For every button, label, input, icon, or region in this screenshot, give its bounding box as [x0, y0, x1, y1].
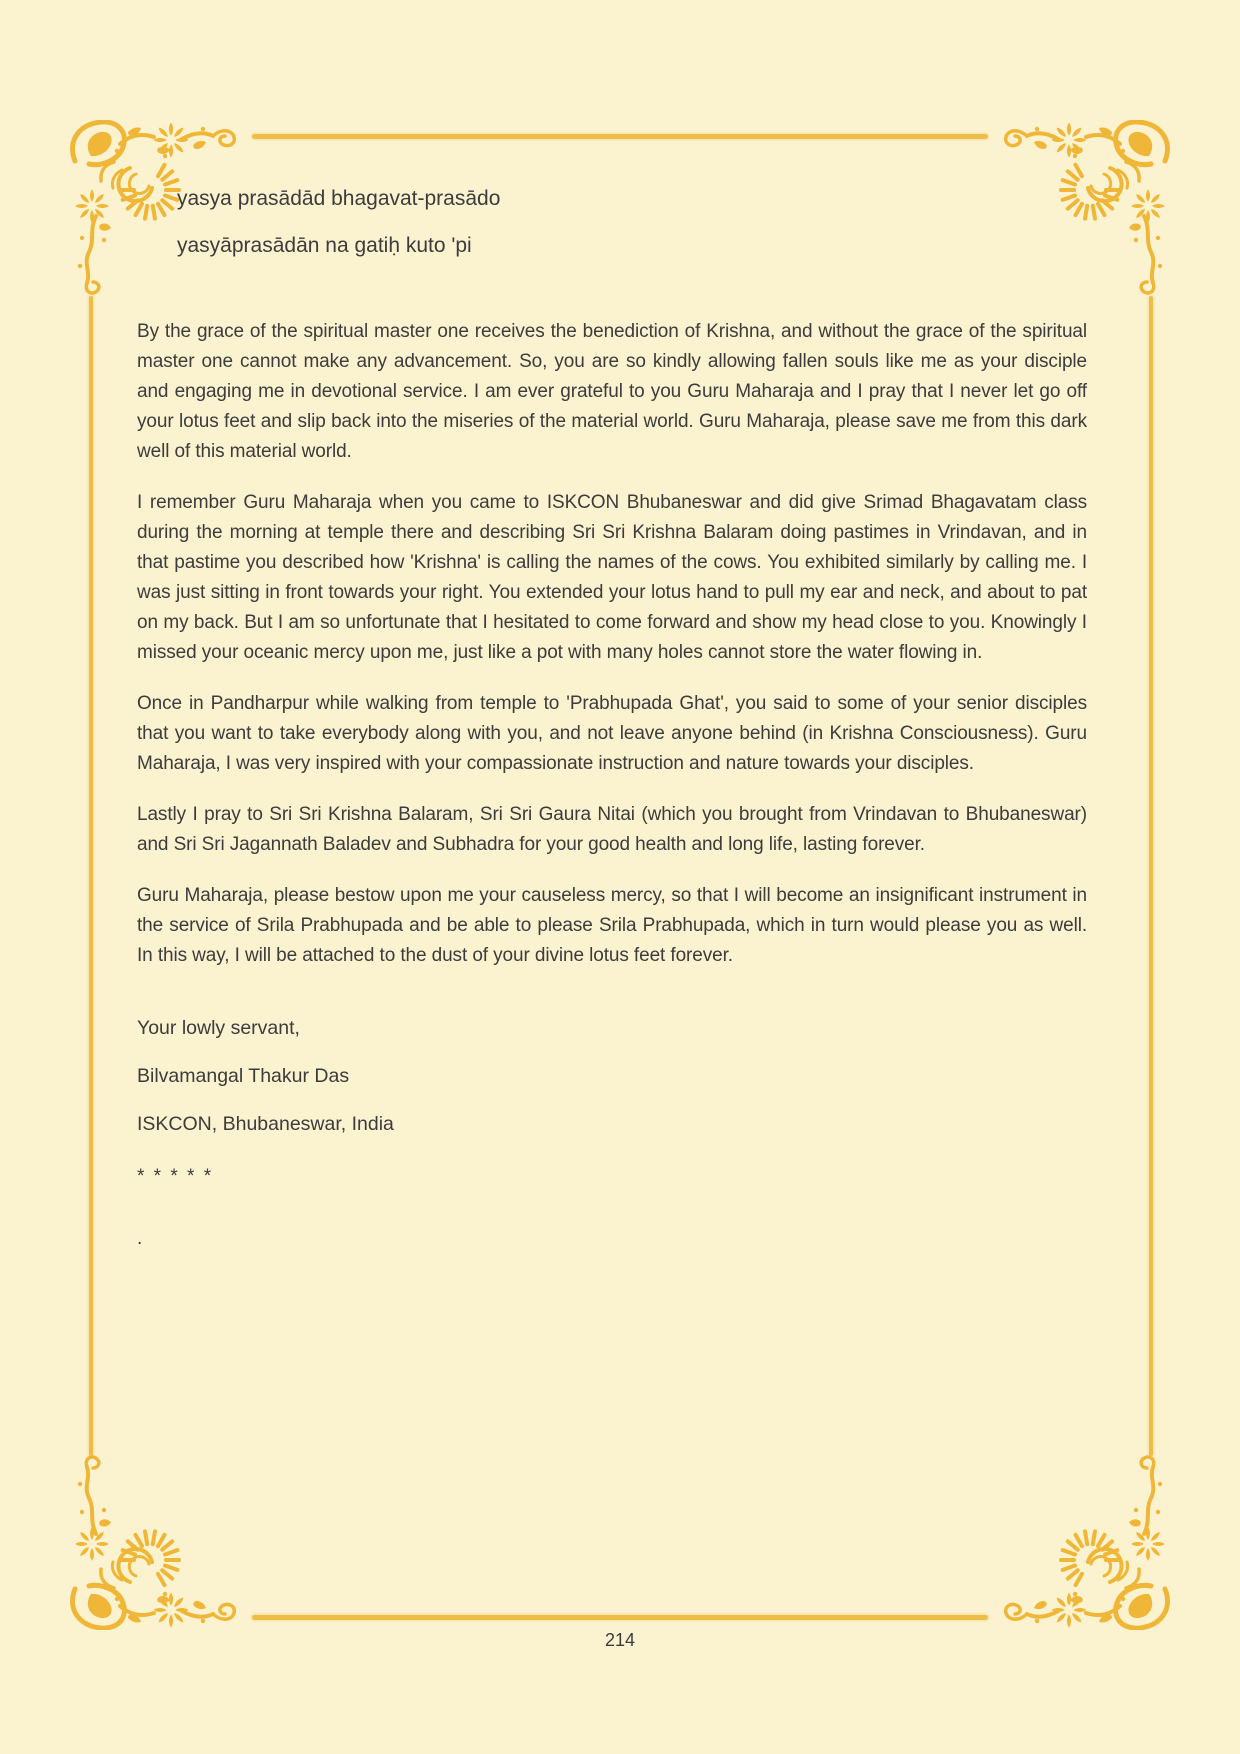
trailing-period-mark: . [137, 1228, 143, 1249]
signature-block [137, 1015, 1087, 1137]
letter-paragraph-4: Lastly I pray to Sri Sri Krishna Balaram, Sri Sri Gaura Nitai (which you brought from Vrindavan to Bhubaneswar) and Sri Sri Jagannath Baladev and Subhadra for your good health and long life, lasting forever. [137, 804, 1087, 855]
closing-salutation: Your lowly servant, [137, 1017, 300, 1039]
letter-paragraph-2: I remember Guru Maharaja when you came to ISKCON Bhubaneswar and did give Srimad Bhagavatam class during the morning at temple there and describing Sri Sri Krishna Balaram doing pastimes in Vrindavan, and in that pastime you described how 'Krishna' is calling the names of the cows. You exhibited similarly by calling me. I was just sitting in front towards your right. You extended your lotus hand to pull my ear and neck, and about to pat on my back. But I am so unfortunate that I hesitated to come forward and show my head close to you. Knowingly I missed your oceanic mercy upon me, just like a pot with many holes cannot store the water flowing in. [137, 492, 1087, 663]
corner-flourish-ornament-bottom-right-icon [990, 1455, 1170, 1630]
border-line-right [1149, 296, 1153, 1456]
letter-content [137, 0, 1087, 1250]
signature-name: Bilvamangal Thakur Das [137, 1065, 350, 1087]
signature-location: ISKCON, Bhubaneswar, India [137, 1113, 394, 1135]
sanskrit-verse-line-2: yasyāprasādān na gatiḥ kuto 'pi [177, 234, 472, 257]
letter-paragraph-3: Once in Pandharpur while walking from temple to 'Prabhupada Ghat', you said to some of your senior disciples that you want to take everybody along with you, and not leave anyone behind (in Krishna Consciousness). Guru Maharaja, I was very inspired with your compassionate instruction and nature towards your disciples. [137, 693, 1087, 774]
letter-paragraph-1: By the grace of the spiritual master one receives the benediction of Krishna, and without the grace of the spiritual master one cannot make any advancement. So, you are so kindly allowing fallen souls like me as your disciple and engaging me in devotional service. I am ever grateful to you Guru Maharaja and I pray that I never let go off your lotus feet and slip back into the miseries of the material world. Guru Maharaja, please save me from this dark well of this material world. [137, 321, 1087, 462]
border-line-left [89, 296, 93, 1456]
sanskrit-verse-line-1: yasya prasādād bhagavat-prasādo [177, 187, 501, 210]
letter-paragraph-5: Guru Maharaja, please bestow upon me your causeless mercy, so that I will become an insignificant instrument in the service of Srila Prabhupada and be able to please Srila Prabhupada, which in turn would please you as well. In this way, I will be attached to the dust of your divine lotus feet forever. [137, 885, 1087, 966]
border-line-bottom [252, 1615, 988, 1620]
corner-flourish-ornament-bottom-left-icon [70, 1455, 250, 1630]
page-number: 214 [604, 1630, 636, 1650]
asterisk-separator: * * * * * [137, 1166, 214, 1187]
